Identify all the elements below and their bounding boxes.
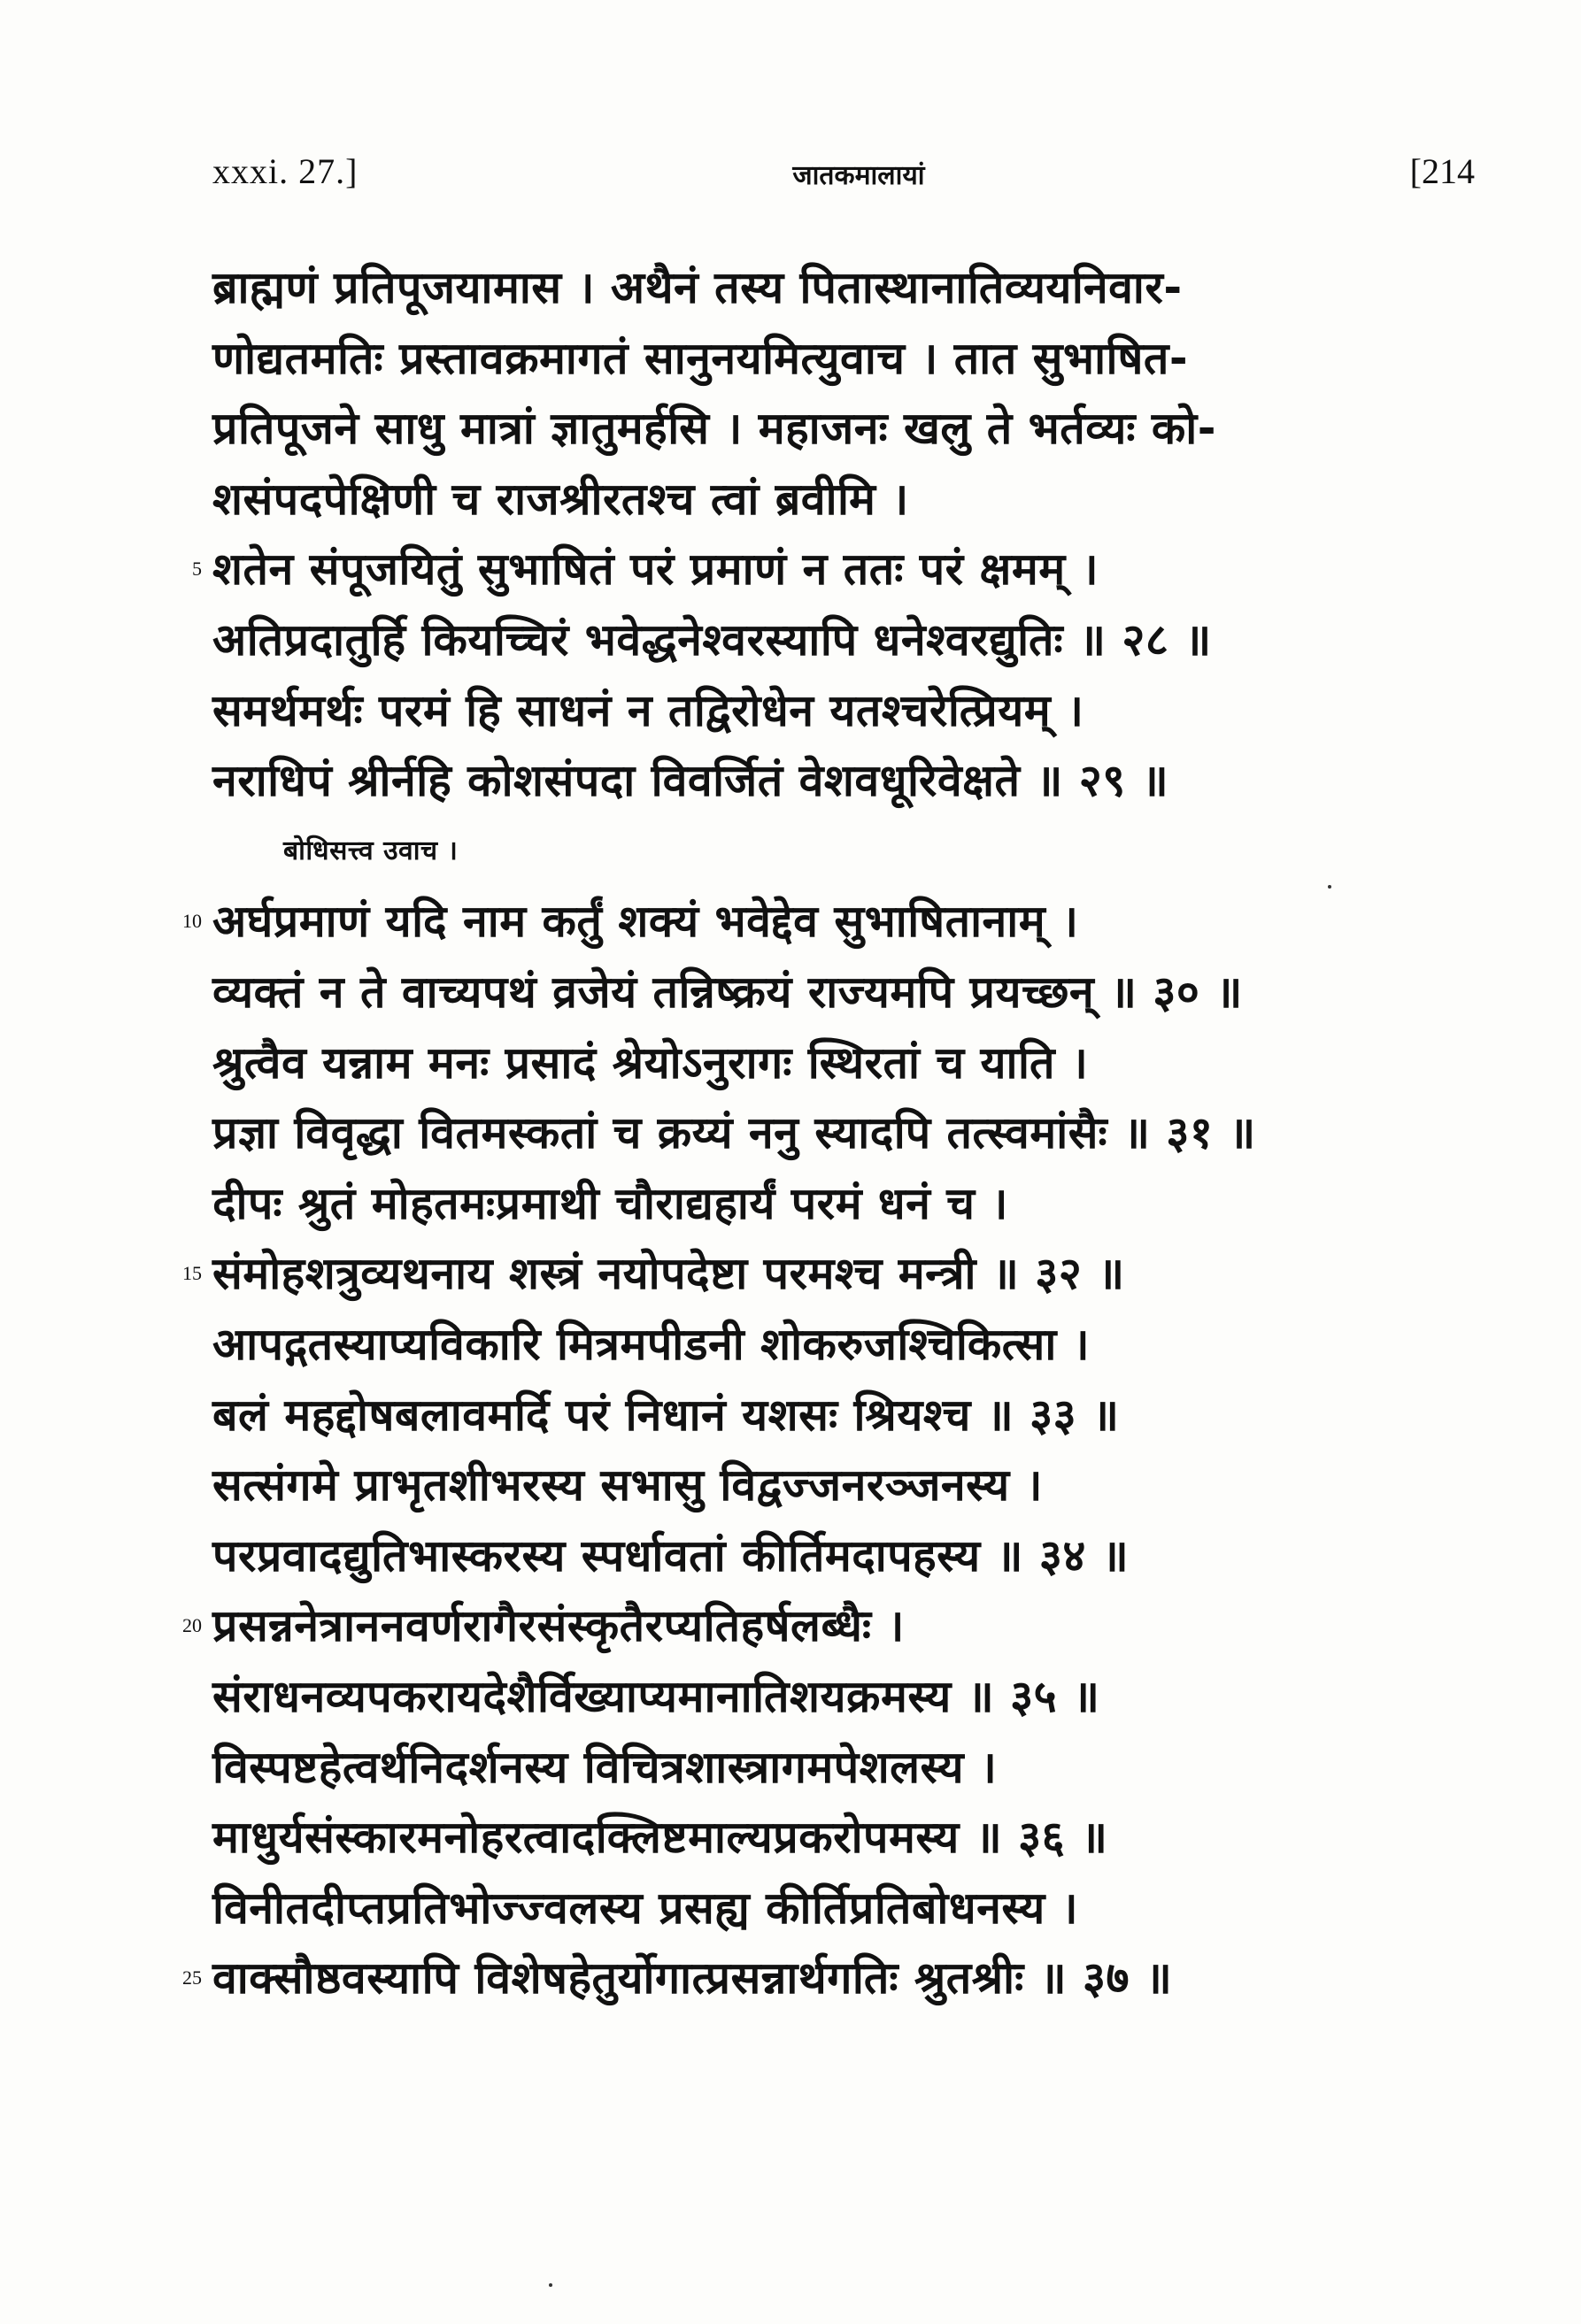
line-number (166, 1380, 202, 1451)
line-number (166, 816, 202, 887)
line-number (166, 1168, 202, 1239)
line-number (166, 745, 202, 816)
verse-line: णोद्यतमतिः प्रस्तावक्रमागतं सानुनयमित्युवाच । तात सुभाषित- (212, 333, 1189, 384)
line-number (166, 393, 202, 464)
line-number (166, 1450, 202, 1520)
verse-line: सत्संगमे प्राभृतशीभरस्य सभासु विद्वज्जनरञ्जनस्य । (212, 1459, 1043, 1511)
line-number: 5 (192, 558, 202, 580)
header-book-title: जातकमालायां (792, 160, 925, 191)
line-number (166, 1732, 202, 1803)
line-number (166, 1309, 202, 1380)
verse-line: समर्थमर्थः परमं हि साधनं न तद्विरोधेन यतश्चरेत्प्रियम् । (212, 685, 1084, 736)
verse-line: दीपः श्रुतं मोहतमःप्रमाथी चौराद्यहार्यं परमं धनं च । (212, 1178, 1008, 1229)
verse-line: व्यक्तं न ते वाच्यपथं व्रजेयं तन्निष्क्रयं राज्यमपि प्रयच्छन् ॥ ३० ॥ (212, 966, 1243, 1018)
line-number (166, 1873, 202, 1943)
verse-line: बलं महद्दोषबलावमर्दि परं निधानं यशसः श्रियश्च ॥ ३३ ॥ (212, 1389, 1120, 1441)
line-number: 10 (182, 910, 202, 932)
verse-line: अर्घप्रमाणं यदि नाम कर्तुं शक्यं भवेद्देव सुभाषितानाम् । (212, 896, 1079, 947)
verse-line: माधुर्यसंस्कारमनोहरत्वादक्लिष्टमाल्यप्रकरोपमस्य ॥ ३६ ॥ (212, 1812, 1108, 1863)
verse-line: प्रतिपूजने साधु मात्रां ज्ञातुमर्हसि । महाजनः खलु ते भर्तव्यः को- (212, 403, 1216, 454)
verse-line: संमोहशत्रुव्यथनाय शस्त्रं नयोपदेष्टा परमश्च मन्त्री ॥ ३२ ॥ (212, 1248, 1125, 1299)
line-number (166, 1661, 202, 1732)
line-number (166, 464, 202, 535)
verse-line: नराधिपं श्रीर्नहि कोशसंपदा विवर्जितं वेशवधूरिवेक्षते ॥ २९ ॥ (212, 755, 1169, 806)
running-header (212, 150, 1475, 204)
verse-line: ब्राह्मणं प्रतिपूजयामास । अथैनं तस्य पितास्थानातिव्ययनिवार- (212, 262, 1183, 313)
verse-line: शसंपदपेक्षिणी च राजश्रीरतश्च त्वां ब्रवीमि । (212, 473, 909, 525)
verse-line: श्रुत्वैव यन्नाम मनः प्रसादं श्रेयोऽनुरागः स्थिरतां च याति । (212, 1037, 1089, 1089)
stray-mark (1328, 885, 1331, 889)
line-number (166, 252, 202, 323)
verse-line: वाक्सौष्ठवस्यापि विशेषहेतुर्योगात्प्रसन्नार्थगतिः श्रुतश्रीः ॥ ३७ ॥ (212, 1952, 1173, 2004)
line-number (166, 1802, 202, 1873)
header-page-number: [214 (1409, 151, 1475, 191)
line-number (166, 957, 202, 1027)
line-number (166, 675, 202, 746)
verse-line: शतेन संपूजयितुं सुभाषितं परं प्रमाणं न ततः परं क्षमम् । (212, 543, 1099, 595)
verse-line: विस्पष्टहेत्वर्थनिदर्शनस्य विचित्रशास्त्रागमपेशलस्य । (212, 1742, 998, 1793)
stray-mark (549, 2283, 552, 2287)
line-number: 15 (182, 1262, 202, 1284)
line-number: 25 (182, 1966, 202, 1989)
verse-line: अतिप्रदातुर्हि कियच्चिरं भवेद्धनेश्वरस्यापि धनेश्वरद्युतिः ॥ २८ ॥ (212, 614, 1212, 666)
line-number (166, 323, 202, 394)
line-number (166, 604, 202, 675)
verse-line: संराधनव्यपकरायदेशैर्विख्याप्यमानातिशयक्रमस्य ॥ ३५ ॥ (212, 1671, 1100, 1722)
line-number (166, 1520, 202, 1591)
line-number (166, 1027, 202, 1098)
verse-line: प्रसन्ननेत्राननवर्णरागैरसंस्कृतैरप्यतिहर्षलब्धैः । (212, 1600, 905, 1651)
header-verse-reference: xxxi. 27.] (212, 151, 359, 191)
verse-line: विनीतदीप्तप्रतिभोज्ज्वलस्य प्रसह्य कीर्तिप्रतिबोधनस्य । (212, 1882, 1079, 1934)
line-number (166, 1097, 202, 1168)
speaker-heading: बोधिसत्त्व उवाच । (283, 835, 459, 866)
verse-line: आपद्गतस्याप्यविकारि मित्रमपीडनी शोकरुजश्चिकित्सा । (212, 1319, 1091, 1370)
verse-line: प्रज्ञा विवृद्धा वितमस्कतां च क्रय्यं ननु स्यादपि तत्स्वमांसैः ॥ ३१ ॥ (212, 1107, 1256, 1158)
verse-line: परप्रवादद्युतिभास्करस्य स्पर्धावतां कीर्तिमदापहस्य ॥ ३४ ॥ (212, 1530, 1130, 1581)
line-number: 20 (182, 1614, 202, 1636)
